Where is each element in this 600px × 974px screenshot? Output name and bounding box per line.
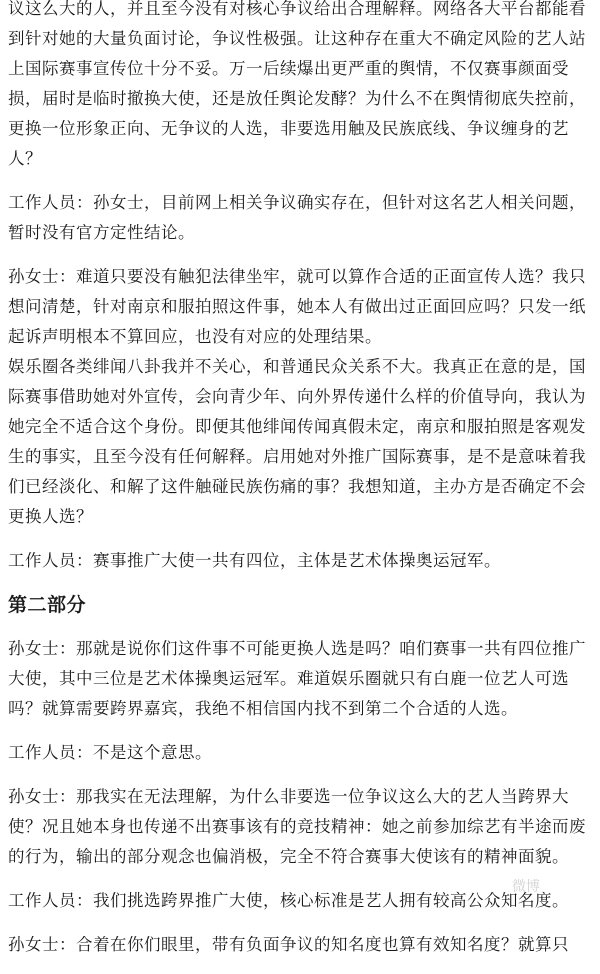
section-heading: 第二部分 bbox=[8, 594, 87, 616]
paragraph-staff-reply: 工作人员：不是这个意思。 bbox=[8, 743, 212, 762]
paragraph-ms-sun: 孙女士：合着在你们眼里，带有负面争议的知名度也算有效知名度？就算只 bbox=[8, 935, 569, 954]
paragraph-staff-reply: 工作人员：我们挑选跨界推广大使，核心标准是艺人拥有较高公众知名度。 bbox=[8, 891, 569, 910]
document-body bbox=[8, 0, 594, 974]
paragraph-ms-sun: 孙女士：难道只要没有触犯法律坐牢，就可以算作合适的正面宣传人选？我只想问清楚，针对南京和服拍照这件事，她本人有做出过正面回应吗？只发一纸起诉声明根本不算回应，也没有对应的处理结果。 bbox=[8, 267, 586, 346]
paragraph-ms-sun: 孙女士：那我实在无法理解，为什么非要选一位争议这么大的艺人当跨界大使？况且她本身也传递不出赛事该有的竞技精神：她之前参加综艺有半途而废的行为，输出的部分观念也偏消极，完全不符合赛事大使该有的精神面貌。 bbox=[8, 787, 586, 866]
paragraph: 议这么大的人，并且至今没有对核心争议给出合理解释。网络各大平台都能看到针对她的大量负面讨论，争议性极强。让这种存在重大不确定风险的艺人站上国际赛事宣传位十分不妥。万一后续爆出更严重的舆情，不仅赛事颜面受损，届时是临时撤换大使，还是放任舆论发酵？为什么不在舆情彻底失控前，更换一位形象正向、无争议的人选，非要选用触及民族底线、争议缠身的艺人？ bbox=[8, 0, 586, 168]
paragraph-staff-reply: 工作人员：赛事推广大使一共有四位，主体是艺术体操奥运冠军。 bbox=[8, 551, 501, 570]
paragraph-ms-sun: 孙女士：那就是说你们这件事不可能更换人选是吗？咱们赛事一共有四位推广大使，其中三位是艺术体操奥运冠军。难道娱乐圈就只有白鹿一位艺人可选吗？就算需要跨界嘉宾，我绝不相信国内找不到第二个合适的人选。 bbox=[8, 639, 586, 718]
watermark: 微博 bbox=[512, 879, 540, 895]
paragraph: 娱乐圈各类绯闻八卦我并不关心，和普通民众关系不大。我真正在意的是，国际赛事借助她对外宣传，会向青少年、向外界传递什么样的价值导向，我认为她完全不适合这个身份。即便其他绯闻传闻真假未定，南京和服拍照是客观发生的事实，且至今没有任何解释。启用她对外推广国际赛事，是不是意味着我们已经淡化、和解了这件触碰民族伤痛的事？我想知道，主办方是否确定不会更换人选？ bbox=[8, 357, 586, 526]
paragraph-staff-reply: 工作人员：孙女士，目前网上相关争议确实存在，但针对这名艺人相关问题，暂时没有官方定性结论。 bbox=[8, 193, 586, 242]
